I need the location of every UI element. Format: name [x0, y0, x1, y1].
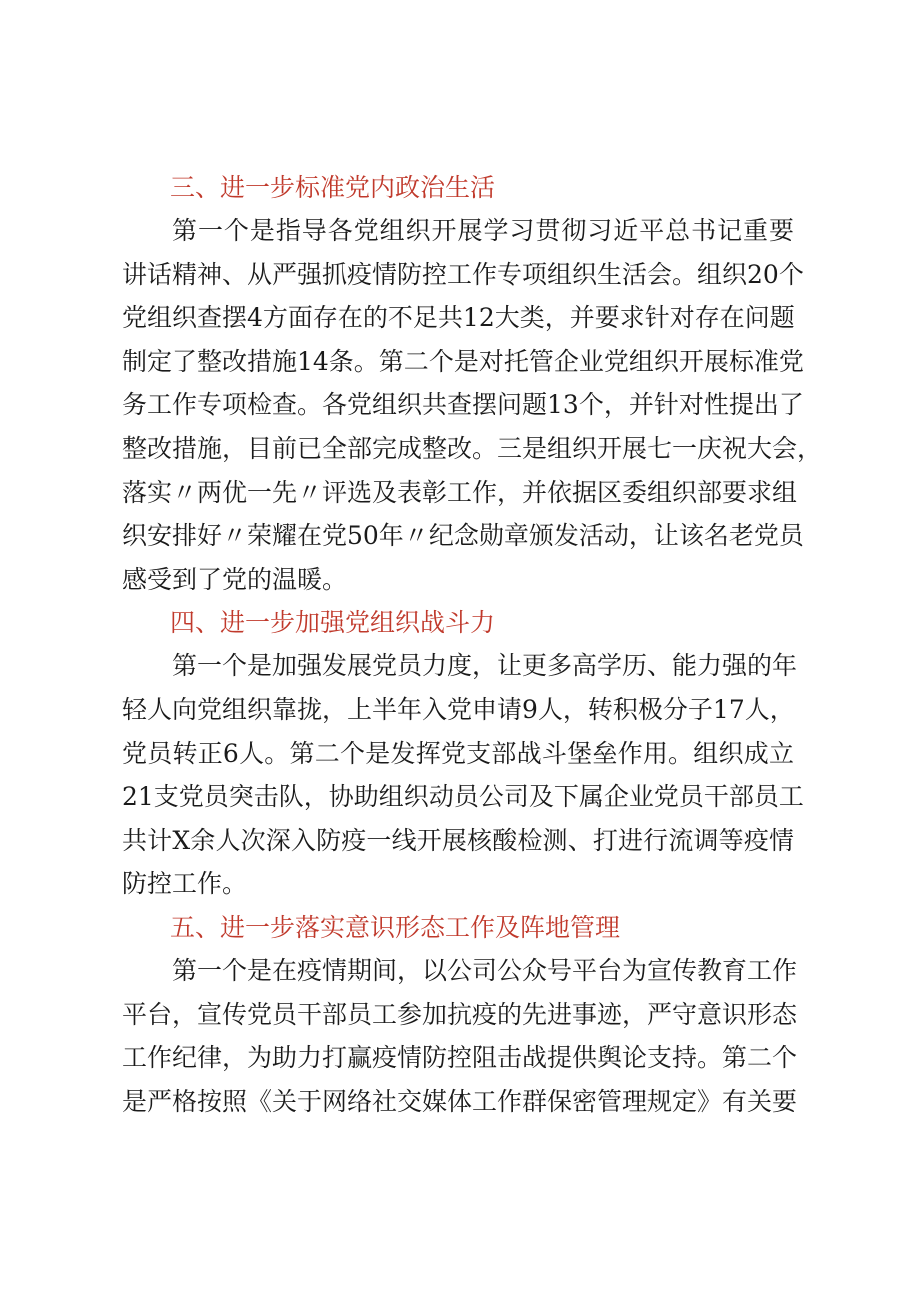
text-line: 党员转正6人。第二个是发挥党支部战斗堡垒作用。组织成立: [122, 738, 794, 768]
text-line: 党组织查摆4方面存在的不足共12大类，并要求针对存在问题: [122, 303, 795, 333]
text-line: 21支党员突击队，协助组织动员公司及下属企业党员干部员工: [122, 782, 804, 812]
text-line: 感受到了党的温暖。: [122, 564, 348, 594]
text-line: 平台，宣传党员干部员工参加抗疫的先进事迹，严守意识形态: [122, 999, 798, 1029]
text-line: 是严格按照《关于网络社交媒体工作群保密管理规定》有关要: [122, 1086, 798, 1116]
text-line: 防控工作。: [122, 869, 248, 899]
text-line: 轻人向党组织靠拢，上半年入党申请9人，转积极分子17人，: [122, 694, 795, 724]
text-line: 织安排好〃荣耀在党50年〃纪念勋章颁发活动，让该名老党员: [122, 521, 804, 551]
section-heading-5: 五、进一步落实意识形态工作及阵地管理: [170, 912, 621, 942]
section-paragraph-3: [122, 209, 823, 601]
text-line: 工作纪律，为助力打赢疫情防控阻击战提供舆论支持。第二个: [122, 1043, 798, 1073]
text-line: 讲话精神、从严强抓疫情防控工作专项组织生活会。组织20个: [122, 259, 804, 289]
text-line: 第一个是指导各党组织开展学习贯彻习近平总书记重要: [172, 216, 794, 245]
section-paragraph-5: [122, 949, 798, 1123]
text-line: 制定了整改措施14条。第二个是对托管企业党组织开展标准党: [122, 346, 804, 376]
text-line: 第一个是加强发展党员力度，让更多高学历、能力强的年: [172, 651, 798, 681]
text-line: 共计X余人次深入防疫一线开展核酸检测、打进行流调等疫情: [122, 825, 794, 855]
text-line: 整改措施，目前已全部完成整改。三是组织开展七一庆祝大会，: [122, 433, 823, 463]
section-heading-3: 三、进一步标准党内政治生活: [170, 173, 496, 202]
section-paragraph-4: [122, 644, 804, 906]
section-heading-4: 四、进一步加强党组织战斗力: [170, 608, 496, 638]
text-line: 务工作专项检查。各党组织共查摆问题13个，并针对性提出了: [122, 390, 804, 420]
document-page: [122, 166, 823, 1123]
text-line: 落实〃两优一先〃评选及表彰工作，并依据区委组织部要求组: [122, 477, 798, 507]
text-line: 第一个是在疫情期间，以公司公众号平台为宣传教育工作: [172, 955, 798, 985]
